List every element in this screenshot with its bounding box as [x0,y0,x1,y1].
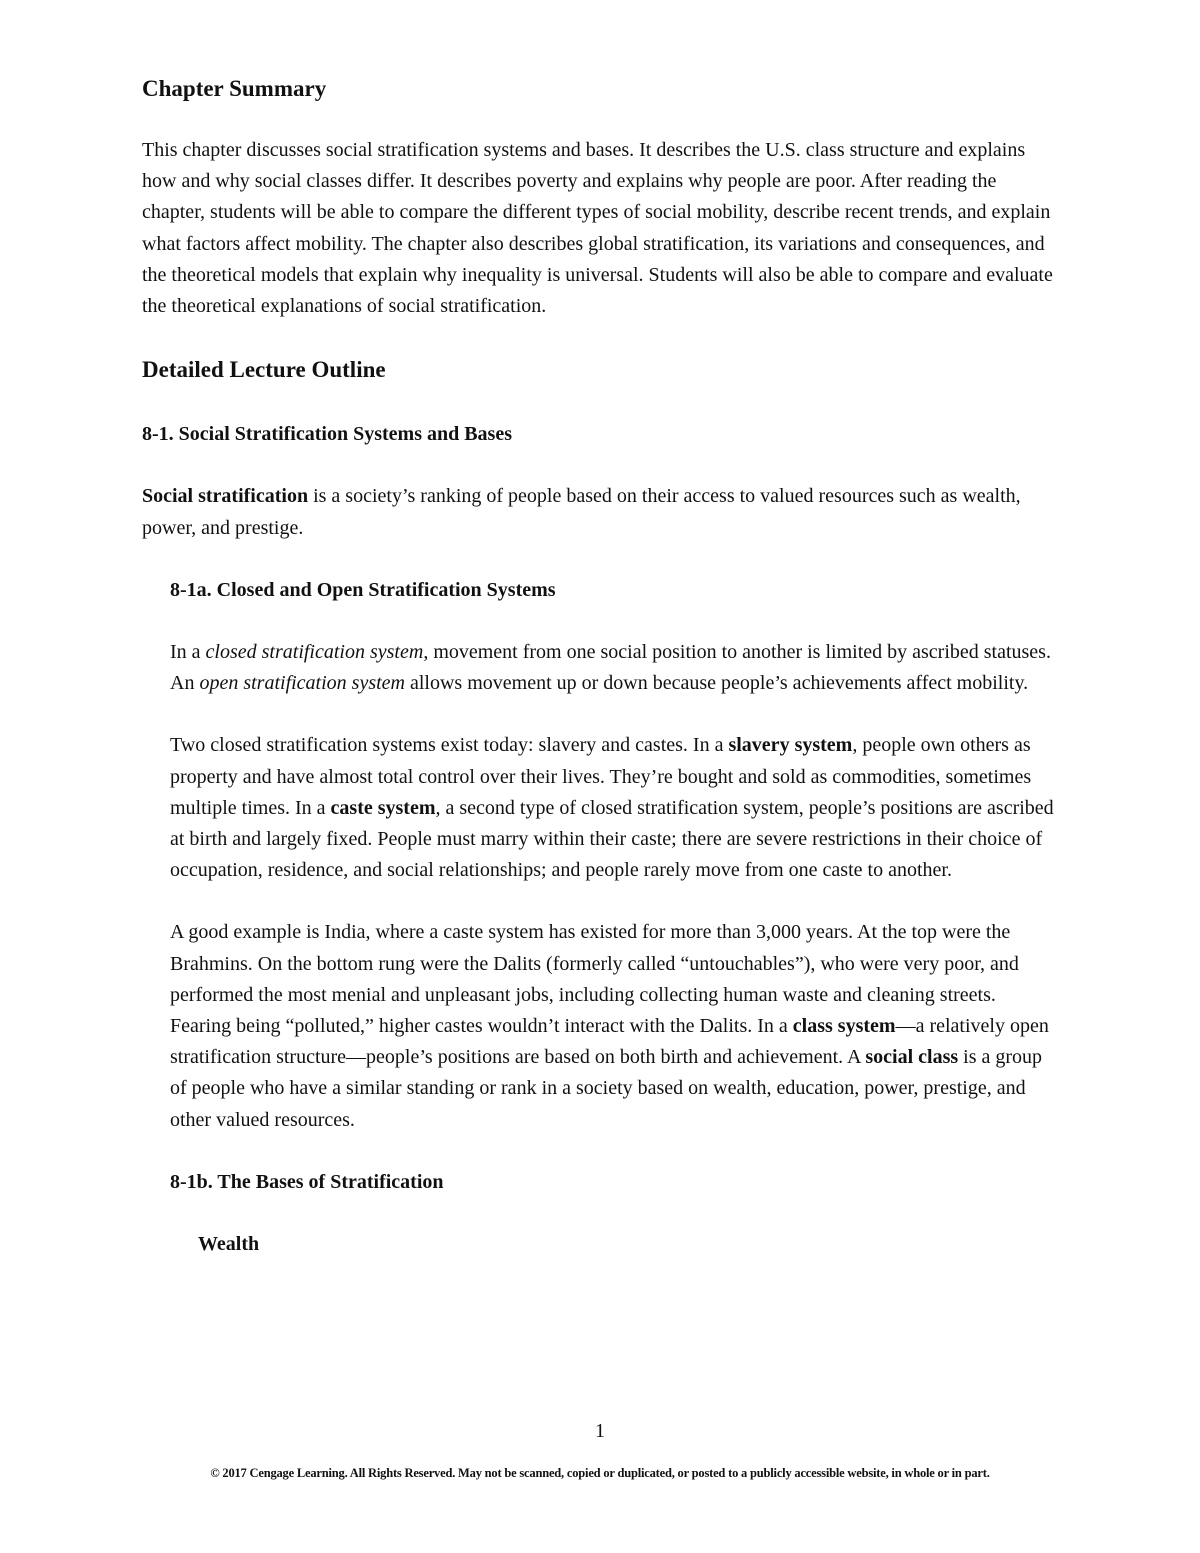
section-8-1b-heading: 8-1b. The Bases of Stratification [170,1170,444,1193]
india-class-paragraph: A good example is India, where a caste system has existed for more than 3,000 years. At the top were the Brahmins. On the bottom rung were the Dalits (formerly called “untouchables”), who were very poor, and performed the most menial and unpleasant jobs, including collecting human waste and cleaning streets. Fearing being “polluted,” higher castes wouldn’t interact with the Dalits. In a class system—a relatively open stratification structure—people’s positions are based on both birth and achievement. A social class is a group of people who have a similar standing or rank in a society based on wealth, education, power, prestige, and other valued resources. [170,921,1049,1131]
chapter-summary-heading: Chapter Summary [142,76,327,101]
copyright-footer: © 2017 Cengage Learning. All Rights Reserved. May not be scanned, copied or duplicated, or posted to a publicly accessible website, in whole or in part. [210,1466,990,1480]
page-number: 1 [595,1420,605,1442]
term-slavery-system: slavery system [728,734,853,757]
term-class-system: class system [792,1015,896,1038]
term-closed-stratification: closed stratification system [205,641,424,664]
term-social-class: social class [865,1046,959,1069]
term-open-stratification: open stratification system [199,672,405,695]
term-caste-system: caste system [330,796,436,819]
term-social-stratification: Social stratification [142,485,309,508]
lecture-outline-heading: Detailed Lecture Outline [142,357,386,383]
closed-open-paragraph: In a closed stratification system, movement from one social position to another is limited by ascribed statuses. An open stratification system allows movement up or down because people’s achievements affect mobility. [170,641,1051,695]
chapter-summary-text: This chapter discusses social stratification systems and bases. It describes the U.S. class structure and explains how and why social classes differ. It describes poverty and explains why people are poor. After reading the chapter, students will be able to compare the different types of social mobility, describe recent trends, and explain what factors affect mobility. The chapter also describes global stratification, its variations and consequences, and the theoretical models that explain why inequality is universal. Students will also be able to compare and evaluate the theoretical explanations of social stratification. [142,139,1053,318]
section-8-1-heading: 8-1. Social Stratification Systems and Bases [142,423,512,446]
section-8-1a-heading: 8-1a. Closed and Open Stratification Systems [170,578,556,601]
wealth-heading: Wealth [198,1233,260,1256]
social-stratification-definition: Social stratification is a society’s ranking of people based on their access to valued resources such as wealth, power, and prestige. [142,485,1021,539]
slavery-caste-paragraph: Two closed stratification systems exist today: slavery and castes. In a slavery system, people own others as property and have almost total control over their lives. They’re bought and sold as commodities, sometimes multiple times. In a caste system, a second type of closed stratification system, people’s positions are ascribed at birth and largely fixed. People must marry within their caste; there are severe restrictions in their choice of occupation, residence, and social relationships; and people rarely move from one caste to another. [170,734,1054,882]
